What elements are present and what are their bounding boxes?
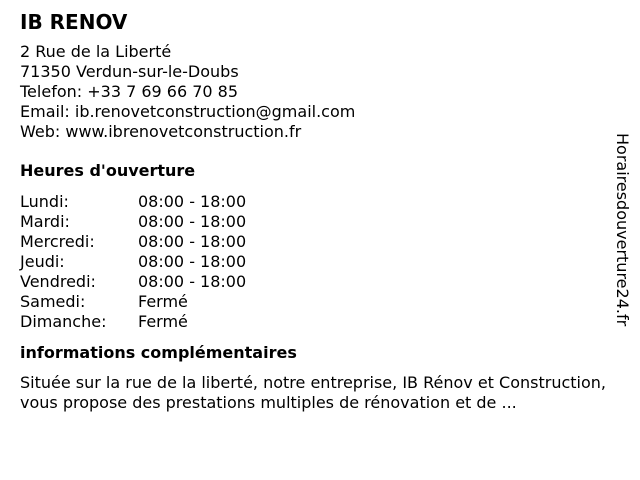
day-label: Mardi: <box>20 212 70 231</box>
hours-row-thursday <box>20 252 610 272</box>
site-brand-vertical: Horairesdouverture24.fr <box>613 133 632 327</box>
day-label: Dimanche: <box>20 312 107 331</box>
opening-hours-heading: Heures d'ouverture <box>20 161 196 180</box>
hours-value: 08:00 - 18:00 <box>138 212 247 231</box>
business-name: IB RENOV <box>20 10 128 34</box>
address-block <box>20 42 610 142</box>
additional-info-heading: informations complémentaires <box>20 343 297 362</box>
hours-value: 08:00 - 18:00 <box>138 232 247 251</box>
email-line: Email: ib.renovetconstruction@gmail.com <box>20 102 356 121</box>
opening-hours-list <box>20 192 610 332</box>
day-label: Lundi: <box>20 192 69 211</box>
hours-row-monday <box>20 192 610 212</box>
hours-value: 08:00 - 18:00 <box>138 252 247 271</box>
hours-value: Fermé <box>138 312 188 331</box>
business-card <box>20 8 610 413</box>
hours-row-friday <box>20 272 610 292</box>
day-label: Samedi: <box>20 292 86 311</box>
hours-value: 08:00 - 18:00 <box>138 192 247 211</box>
phone-line: Telefon: +33 7 69 66 70 85 <box>20 82 239 101</box>
additional-info-text: Située sur la rue de la liberté, notre entreprise, IB Rénov et Construction, vous propose des prestations multiples de rénovation et de ... <box>20 373 606 412</box>
day-label: Vendredi: <box>20 272 96 291</box>
street-address: 2 Rue de la Liberté <box>20 42 172 61</box>
hours-row-sunday <box>20 312 610 332</box>
web-line: Web: www.ibrenovetconstruction.fr <box>20 122 302 141</box>
day-label: Jeudi: <box>20 252 65 271</box>
hours-value: 08:00 - 18:00 <box>138 272 247 291</box>
hours-row-saturday <box>20 292 610 312</box>
city-postal: 71350 Verdun-sur-le-Doubs <box>20 62 239 81</box>
hours-row-wednesday <box>20 232 610 252</box>
hours-value: Fermé <box>138 292 188 311</box>
hours-row-tuesday <box>20 212 610 232</box>
day-label: Mercredi: <box>20 232 95 251</box>
